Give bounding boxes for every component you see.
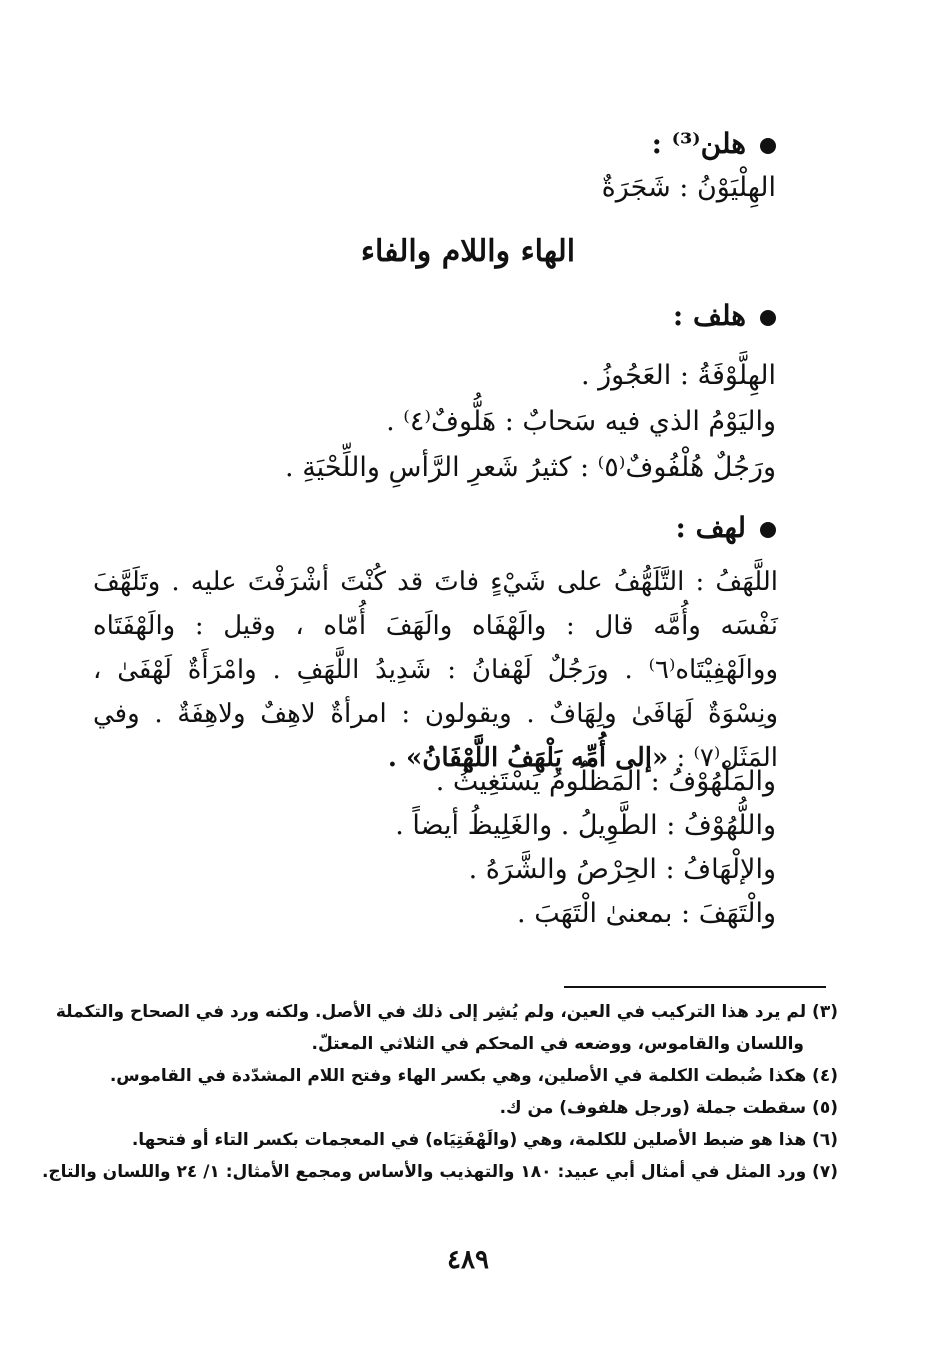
- bullet-icon: [760, 522, 776, 538]
- entry-heading-text: هلن⁽³⁾ :: [651, 127, 746, 160]
- entry-line: والإلْهَافُ : الحِرْصُ والشَّرَهُ .: [468, 854, 776, 885]
- entry-line: الهِلَّوْفَةُ : العَجُوزُ .: [580, 360, 776, 391]
- entry-line: ورَجُلٌ هُلْفُوفٌ⁽٥⁾ : كثيرُ شَعرِ الرَّأسِ واللِّحْيَةِ .: [285, 452, 776, 483]
- bullet-icon: [760, 310, 776, 326]
- lahf-paragraph: [93, 560, 778, 780]
- section-title: الهاء واللام والفاء: [360, 234, 576, 269]
- footnotes: [41, 996, 838, 1188]
- footnote-continuation: واللسان والقاموس، ووضعه في المحكم في الثلاثي المعتلّ.: [311, 1034, 804, 1054]
- footnote: (٤) هكذا ضُبطت الكلمة في الأصلين، وهي بكسر الهاء وفتح اللام المشدّدة في القاموس.: [109, 1066, 838, 1086]
- entry-heading-haln: [652, 124, 776, 164]
- entry-heading-text: هلف :: [672, 299, 746, 332]
- footnote: (٣) لم يرد هذا التركيب في العين، ولم يُشِر إلى ذلك في الأصل. ولكنه ورد في الصحاح والتكملة: [55, 1002, 838, 1022]
- footnote-divider: [564, 986, 826, 988]
- entry-heading-text: لهف :: [675, 511, 746, 544]
- entry-line: واللُّهُوْفُ : الطَّوِيلُ . والغَلِيظُ أيضاً .: [395, 810, 776, 841]
- entry-heading-lahf: [675, 508, 776, 548]
- bullet-icon: [760, 138, 776, 154]
- entry-line: والْتَهَفَ : بمعنىٰ الْتَهَبَ .: [517, 898, 776, 929]
- entry-line: والمَلْهُوْفُ : المَظْلُومُ يَسْتَغِيثُ .: [435, 766, 776, 797]
- entry-heading-halaf: [673, 296, 776, 336]
- entry-line: الهِلْيَوْنُ : شَجَرَةٌ: [601, 172, 776, 203]
- footnote: (٥) سقطت جملة (ورجل هلفوف) من ك.: [499, 1098, 838, 1118]
- proverb-quote: «إلى أُمِّه يَلْهَفُ اللَّهْفَانُ» .: [387, 743, 669, 773]
- entry-line: واليَوْمُ الذي فيه سَحابٌ : هَلُّوفٌ⁽٤⁾ .: [386, 406, 776, 437]
- footnote: (٦) هذا هو ضبط الأصلين للكلمة، وهي (والَهْفَتِيَاه) في المعجمات بكسر التاء أو فتحها.: [131, 1130, 838, 1150]
- lahf-paragraph-text: اللَّهَفُ : التَّلَهُّفُ على شَيْءٍ فاتَ قد كُنْتَ أشْرَفْتَ عليه . وتَلَهَّفَ نَفْسَه وأُمَّه قال : والَهْفَاه والَهَفَ أُمّاه ، وقيل : والَهْفَتَاه ووالَهْفِيْتَاه⁽٦⁾ . ورَجُلٌ لَهْفانُ : شَدِيدُ اللَّهَفِ . وامْرَأَةٌ لَهْفَىٰ ، ونِسْوَةٌ لَهَافَىٰ ولِهَافٌ . ويقولون : امرأةٌ لاهِفٌ ولاهِفَةٌ . وفي المَثَل⁽٧⁾ :: [93, 567, 778, 773]
- footnote: (٧) ورد المثل في أمثال أبي عبيد: ١٨٠ والتهذيب والأساس ومجمع الأمثال: ١/ ٢٤ واللسان والتاج.: [41, 1162, 838, 1182]
- page-number: ٤٨٩: [447, 1245, 489, 1275]
